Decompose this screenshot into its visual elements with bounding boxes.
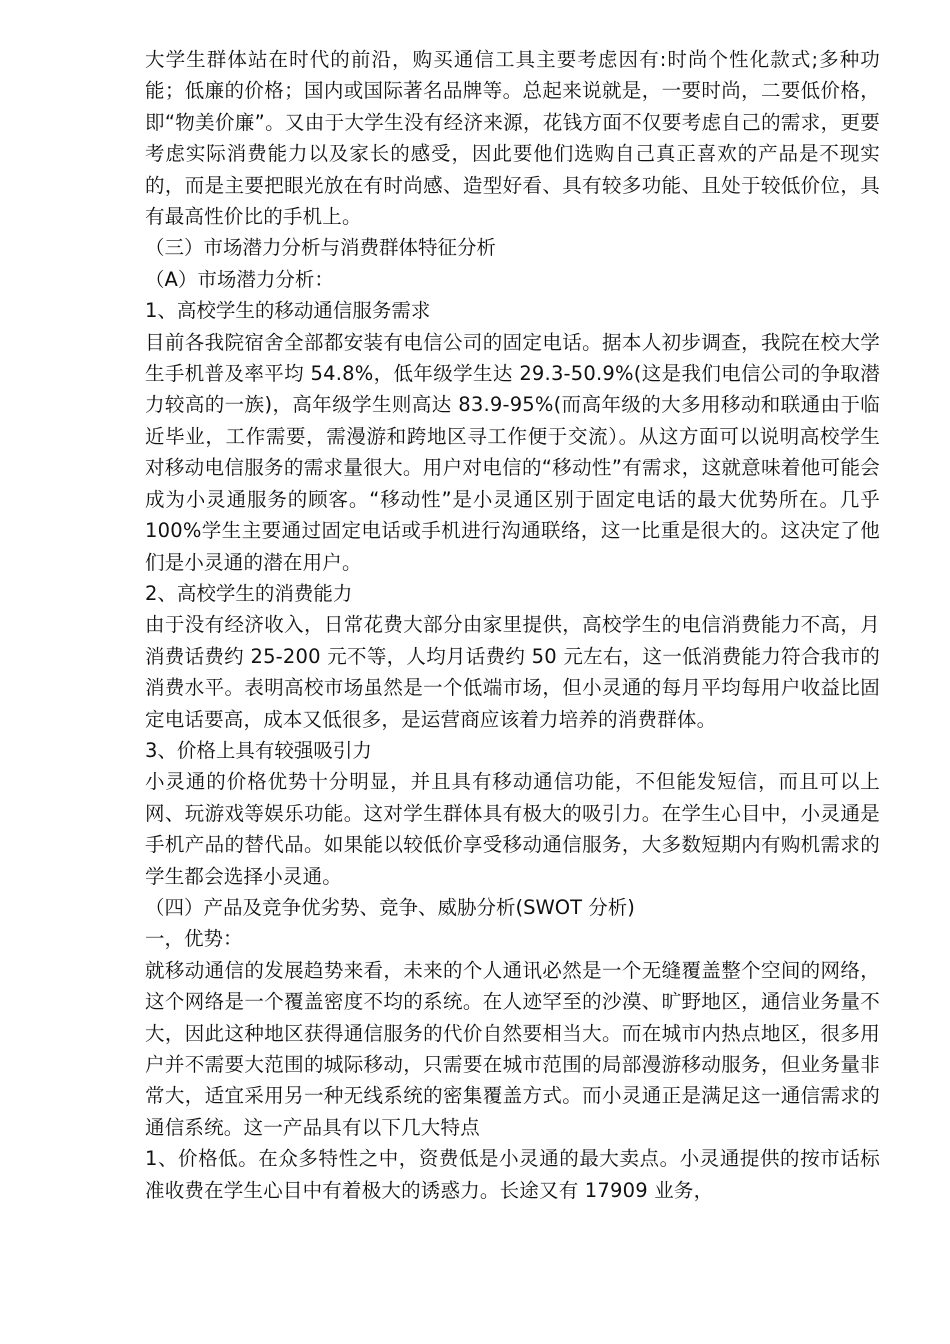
paragraph-consumption-ability: 由于没有经济收入，日常花费大部分由家里提供，高校学生的电信消费能力不高，月消费话费约 25-200 元不等，人均月话费约 50 元左右，这一低消费能力符合我市的消费水平。表明高校市场虽然是一个低端市场，但小灵通的每月平均每用户收益比固定电话要高，成本又低很多，是运营商应该着力培养的消费群体。 — [145, 613, 880, 731]
subsection-heading-market-potential-analysis: （A）市场潜力分析： — [145, 267, 334, 291]
section-heading-swot: （四）产品及竞争优劣势、竞争、威胁分析(SWOT 分析) — [145, 895, 635, 919]
subsection-heading-strengths: 一，优势： — [145, 927, 243, 951]
item-heading-mobile-service-demand: 1、高校学生的移动通信服务需求 — [145, 299, 431, 323]
document-page — [145, 44, 880, 1206]
section-heading-market-potential: （三）市场潜力分析与消费群体特征分析 — [145, 236, 497, 260]
paragraph-strengths: 就移动通信的发展趋势来看，未来的个人通讯必然是一个无缝覆盖整个空间的网络，这个网络是一个覆盖密度不均的系统。在人迹罕至的沙漠、旷野地区，通信业务量不大，因此这种地区获得通信服务的代价自然要相当大。而在城市内热点地区，很多用户并不需要大范围的城际移动，只需要在城市范围的局部漫游移动服务，但业务量非常大，适宜采用另一种无线系统的密集覆盖方式。而小灵通正是满足这一通信需求的通信系统。这一产品具有以下几大特点 — [145, 958, 880, 1139]
item-heading-consumption-ability: 2、高校学生的消费能力 — [145, 581, 353, 605]
item-heading-price-attraction: 3、价格上具有较强吸引力 — [145, 738, 372, 762]
paragraph-student-buying-factors: 大学生群体站在时代的前沿，购买通信工具主要考虑因有:时尚个性化款式;多种功能；低廉的价格；国内或国际著名品牌等。总起来说就是，一要时尚，二要低价格，即“物美价廉”。又由于大学生没有经济来源，花钱方面不仅要考虑自己的需求，更要考虑实际消费能力以及家长的感受，因此要他们选购自己真正喜欢的产品是不现实的，而是主要把眼光放在有时尚感、造型好看、具有较多功能、且处于较低价位，具有最高性价比的手机上。 — [145, 48, 880, 229]
paragraph-mobile-service-demand: 目前各我院宿舍全部都安装有电信公司的固定电话。据本人初步调查，我院在校大学生手机普及率平均 54.8%，低年级学生达 29.3-50.9%(这是我们电信公司的争取潜力较高的一族)，高年级学生则高达 83.9-95%(而高年级的大多用移动和联通由于临近毕业，工作需要，需漫游和跨地区寻工作便于交流）。从这方面可以说明高校学生对移动电信服务的需求量很大。用户对电信的“移动性”有需求，这就意味着他可能会成为小灵通服务的顾客。“移动性”是小灵通区别于固定电话的最大优势所在。几乎100%学生主要通过固定电话或手机进行沟通联络，这一比重是很大的。这决定了他们是小灵通的潜在用户。 — [145, 330, 880, 574]
paragraph-low-price: 1、价格低。在众多特性之中，资费低是小灵通的最大卖点。小灵通提供的按市话标准收费在学生心目中有着极大的诱惑力。长途又有 17909 业务， — [145, 1147, 880, 1202]
paragraph-price-attraction: 小灵通的价格优势十分明显，并且具有移动通信功能，不但能发短信，而且可以上网、玩游戏等娱乐功能。这对学生群体具有极大的吸引力。在学生心目中，小灵通是手机产品的替代品。如果能以较低价享受移动通信服务，大多数短期内有购机需求的学生都会选择小灵通。 — [145, 770, 880, 888]
